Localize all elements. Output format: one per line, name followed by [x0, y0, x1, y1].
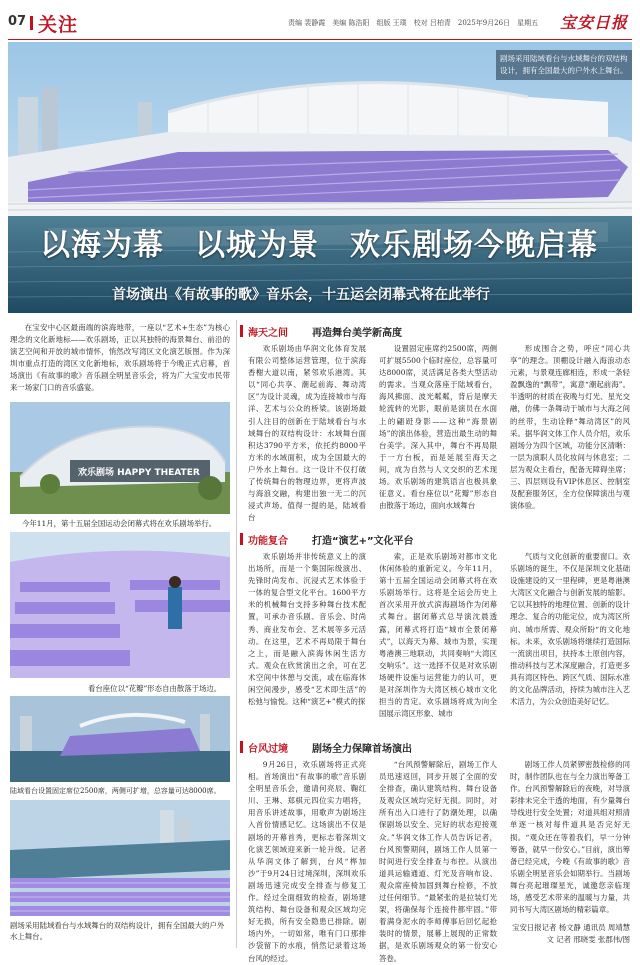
article-column	[379, 759, 497, 963]
article-text: 剧场工作人员紧锣密鼓检修的同时，制作团队也在与全力演出筹备工作。台风预警解除后的夜晚，对导演彩排未完全干透的地面，有少量舞台导线进行安全处置；对道具组对照清单逐一核对每件道具是否完好无损。“观众还在等着我们，早一分钟筹备，就早一份安心。”目前，演出筹备已经完成，今晚《有故事的歌》音乐剧全明星音乐会如期举行。当剧场舞台亮起璀璨星光，诚邀您亲临现场，感受艺术带来的温暖与力量，共同书写大湾区剧场的精彩篇章。	[510, 760, 630, 915]
section-heading-1	[240, 322, 630, 340]
article-column	[248, 759, 366, 963]
section-heading-title: 打造“演艺+”文化平台	[312, 536, 414, 547]
article-column	[248, 551, 366, 736]
section-marker	[240, 741, 243, 753]
photo-caption-1: 今年11月，第十五届全国运动会闭幕式将在欢乐剧场举行。	[22, 519, 217, 528]
newspaper-logo: 宝安日报	[560, 13, 629, 32]
article-text: 气质与文化创新的重要窗口。欢乐剧场的诞生，不仅是深圳文化基础设施建设的又一里程碑，更是粤港澳大湾区文化融合与创新发展的缩影。它以其独特的地理位置、创新的设计理念、复合的功能定位，成为湾区所向、城市所需、观众所盼“的文化地标。未来，欢乐剧场将继续打造国际一流演出项目，扶持本土原创内容，推动科技与艺术深度融合，打造更多具有湾区特色、跨区气质、国际水准的文化品牌活动，持续为城市注入艺术活力，为公众创造美好记忆。	[510, 552, 630, 707]
article-text: 欢乐剧场并非传统意义上的演出场所，而是一个集国际级演出、先锋时尚发布、沉浸式艺术体验于一体的复合型文化平台。1600平方米的机械舞台支持多种舞台技术配置，可承办音乐剧、音乐会、时尚秀、商业发布会、艺术展等多元活动。在这里，艺术不再局限于舞台之上，而是融入滨海休闲生活方式。观众在欣赏演出之余，可在艺术空间中休憩与交流，或在临海休闲空间漫步，感受“艺术即生活”的松弛与愉悦。这种“演艺+”模式的探	[248, 552, 366, 707]
article-text: 形成围合之势，呼应“同心共享”的理念。顶棚设计融入海浪动态元素，与景观连廊相连，形成一条轻盈飘逸的“飘带”，寓意“潮起前海”。半透明的材质在夜晚与灯光、星光交融，仿佛一条舞动于城市与大海之间的丝带，生动诠释“舞动湾区”的风采。据华润文体工作人员介绍，欢乐剧场分为四个区域，功能分区清晰：一层为演职人员化妆间与休息室；二层为观众主看台，配备无障碍坐席；三、四层则设有VIP休息区、控制室及配套服务区，全方位保障演出与观演体验。	[510, 344, 630, 511]
article-column	[510, 759, 630, 921]
intro-paragraph	[10, 322, 230, 395]
page-number: 07	[8, 14, 27, 29]
subheadline: 首场演出《有故事的歌》音乐会，十五运会闭幕式将在此举行	[112, 287, 490, 303]
section-title: 关注	[38, 14, 79, 36]
article-text: 设置固定座席约2500席，两侧可扩展5500个临时座位，总容量可达8000席，灵活满足各类大型活动的需求。当观众落座于陆域看台，海风拂面、波光粼粼，背后是摩天轮流转的光影，眼前是演员在水面上的翩跹身影——这种“海景剧场”的演出体验，营造出最生动的舞台美学。深入其中，舞台不再局限于一方台板，而是延展至海天之间，成为自然与人文交织的艺术现场。欢乐剧场的建筑语言也极具象征意义。看台座位以“花瓣”形态自由散落于场边，面向水域舞台	[379, 344, 497, 511]
photo-theater-sign	[10, 402, 230, 514]
section-tag: 台风过境	[248, 744, 288, 755]
section-heading-title: 剧场全力保障首场演出	[312, 744, 412, 755]
article-text: 欢乐剧场由华润文化体育发展有限公司整体运营管理，位于滨海香榭大道以南，紧邻欢乐港湾。其以“同心共享、潮起前海、舞动湾区”为设计灵魂，成为连接城市与海洋、艺术与公众的桥梁。该剧场最引人注目的创新在于陆域看台与水域舞台的双结构设计：水域舞台面积达3790平方米，依托约8000平方米的水域面积，成为全国最大的户外水上舞台。这一设计不仅打破了传统舞台的物理边界，更将声波与海浪交融，构建出独一无二的沉浸式声场。值得一提的是，陆域看台	[248, 344, 366, 523]
hero-caption: 剧场采用陆域看台与水域舞台的双结构设计，拥有全国最大的户外水上舞台。	[496, 50, 632, 80]
headline: 以海为幕 以城为景 欢乐剧场今晚启幕	[40, 228, 598, 263]
photo-purple-seats-water	[10, 800, 230, 916]
photo-petal-seats	[10, 532, 230, 678]
article-text: 索，正是欢乐剧场对都市文化休闲体验的重新定义。今年11月，第十五届全国运动会闭幕式将在欢乐剧场举行。这将是全运会历史上首次采用开放式滨海剧场作为闭幕式舞台。据闭幕式总导演沈晨透露，闭幕式将打造“城市全景闭幕式”，以海天为幕、城市为景，实现粤港澳三地联动，共同奏响“大湾区交响乐”。这一选择不仅是对欢乐剧场硬件设施与运营能力的认可，更是对深圳作为大湾区核心城市文化担当的肯定。欢乐剧场将成为向全国展示湾区形象、城市	[379, 552, 497, 719]
section-tag: 海天之间	[248, 328, 288, 339]
byline-text: 宝安日报记者 杨文静 通讯员 周靖慧文 记者 邢晓雯 张郡伟/图	[512, 923, 630, 945]
photo-theater-sign-text: 欢乐剧场 HAPPY THEATER	[78, 468, 200, 478]
section-heading-2	[240, 530, 630, 548]
hero-photo	[8, 42, 632, 313]
header-rule	[8, 39, 632, 40]
intro-text: 在宝安中心区最南端的滨海地带，一座以“艺术+生态”为核心理念的文化新地标——欢乐剧场，正以其独特的海景舞台、前沿的演艺空间和开放的城市情怀，悄然改写湾区文化演艺版图。作为深圳市重点打造的湾区文化新地标，欢乐剧场将于今晚正式启幕，首场演出《有故事的歌》音乐剧全明星音乐会，将为广大宝安市民带来一场家门口的音乐盛宴。	[10, 323, 230, 393]
photo-caption-3: 陆域看台设置固定席位2500席，两侧可扩增，总容量可达8000席。	[10, 787, 221, 795]
article-column	[248, 343, 366, 528]
article-column	[510, 343, 630, 528]
photo-aerial-stands	[10, 696, 230, 782]
section-heading-title: 再造舞台美学新高度	[312, 328, 402, 339]
editor-credits: 责编 裴静霞 美编 陈浩阳 组版 王璞 校对 吕柏青 2025年9月26日 星期五	[288, 19, 539, 27]
photo-caption-2: 看台座位以“花瓣”形态自由散落于场边。	[88, 684, 222, 693]
section-marker	[240, 533, 243, 545]
article-column	[510, 551, 630, 736]
page-number-divider	[30, 16, 33, 30]
photo-caption-4: 剧场采用陆域看台与水域舞台的双结构设计，拥有全国最大的户外水上舞台。	[10, 921, 225, 941]
article-text: 9月26日，欢乐剧场将正式亮相。首场演出“有故事的歌”音乐剧全明星音乐会，邀请何亮辰、鞠红川、王琳、郑棋元四位实力唱将，用音乐讲述故事，用歌声为剧场注入首份情感记忆。这场演出不仅是剧场的开幕首秀，更标志着深圳文化演艺领域迎来新一轮升级。记者从华润文体了解到，台风“桦加沙”于9月24日过境深圳，深圳欢乐剧场迅速完成安全排查与修复工作。经过全面细致的检查，剧场建筑结构、舞台设备和观众区域均完好无损，所有安全隐患已排除。剧场内外，一切如常，唯有门口那排沙袋留下的水痕，悄然记录着这场台风的经过。	[248, 760, 366, 963]
column-divider	[236, 320, 237, 948]
article-text: “台风预警解除后，剧场工作人员迅速返回，同步开展了全面的安全排查，确认建筑结构、舞台设备及观众区域均完好无损。同时，对所有出入口进行了防潮处理，以确保剧场以安全、完好的状态迎接观众。”华润文体工作人员告诉记者，台风预警期间，剧场工作人员第一时间进行安全排查与布控。从演出道具运输通道、灯光及音响布设、观众席座椅加固到舞台检修，不放过任何细节。“最紧张的是拉装灯光架，将确保每个连接件都牢固。”带着满身泥水的李师傅事后回忆起抢装时的情景，展幕上展现的正常数据，是欢乐剧场观众的第一份安心答卷。	[379, 760, 497, 963]
section-heading-3	[240, 738, 630, 756]
byline	[510, 922, 630, 946]
section-marker	[240, 325, 243, 337]
section-tag: 功能复合	[248, 536, 288, 547]
article-column	[379, 343, 497, 528]
article-column	[379, 551, 497, 736]
